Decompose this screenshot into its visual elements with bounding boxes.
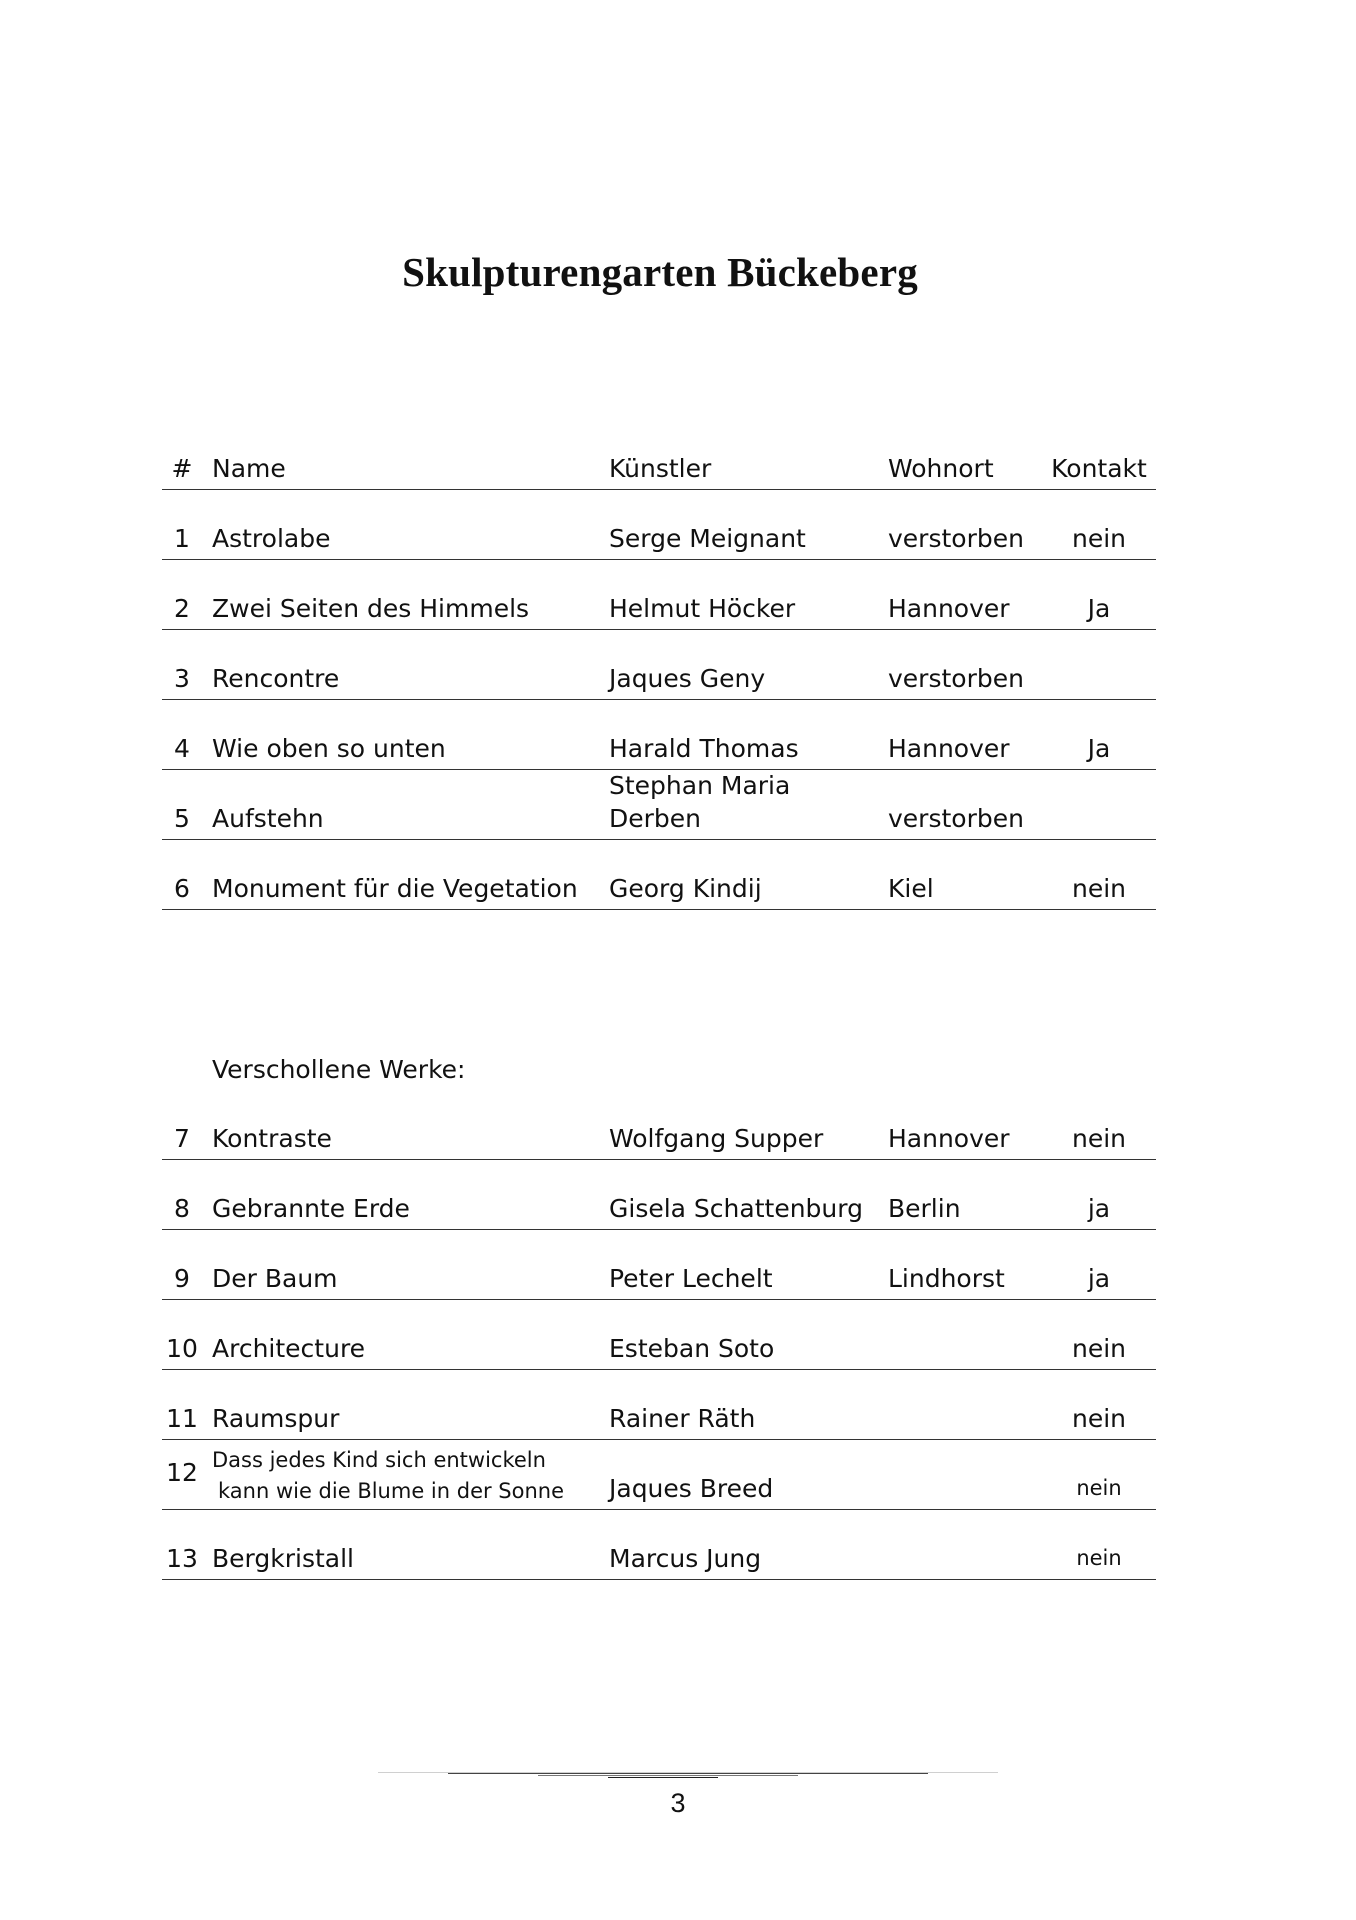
footer-line	[538, 1775, 798, 1776]
header-name: Name	[212, 454, 286, 483]
row-artist-line1: Stephan Maria	[609, 771, 791, 800]
row-name: Kontraste	[212, 1124, 332, 1153]
row-num: 10	[166, 1334, 198, 1363]
section-label-lost-works: Verschollene Werke:	[212, 1055, 466, 1084]
row-city: Hannover	[888, 734, 1010, 763]
row-artist: Jaques Geny	[609, 664, 766, 693]
table-row	[162, 700, 1156, 770]
row-artist: Helmut Höcker	[609, 594, 796, 623]
row-name: Gebrannte Erde	[212, 1194, 410, 1223]
row-num: 7	[174, 1124, 190, 1153]
row-num: 13	[166, 1544, 198, 1573]
table-row	[162, 1160, 1156, 1230]
row-contact: ja	[1087, 1194, 1111, 1223]
row-name-line2: kann wie die Blume in der Sonne	[218, 1479, 565, 1503]
row-name: Architecture	[212, 1334, 366, 1363]
table-row	[162, 1510, 1156, 1580]
header-artist: Künstler	[609, 454, 712, 483]
table-row	[162, 1440, 1156, 1510]
row-contact: nein	[1076, 1546, 1122, 1570]
lost-works-table	[162, 1090, 1156, 1580]
row-city: Hannover	[888, 594, 1010, 623]
table-row	[162, 840, 1156, 910]
row-num: 8	[174, 1194, 190, 1223]
header-city: Wohnort	[888, 454, 994, 483]
row-name: Astrolabe	[212, 524, 331, 553]
row-contact: Ja	[1087, 734, 1111, 763]
row-name: Rencontre	[212, 664, 340, 693]
row-name: Raumspur	[212, 1404, 340, 1433]
row-city: verstorben	[888, 804, 1024, 833]
footer-line	[448, 1773, 928, 1774]
row-contact: nein	[1071, 1404, 1127, 1433]
row-name: Monument für die Vegetation	[212, 874, 578, 903]
page-title: Skulpturengarten Bückeberg	[402, 249, 918, 295]
row-name: Zwei Seiten des Himmels	[212, 594, 530, 623]
sculpture-table	[162, 420, 1156, 910]
row-contact: nein	[1071, 1334, 1127, 1363]
footer-line	[608, 1777, 718, 1778]
row-name: Bergkristall	[212, 1544, 354, 1573]
row-name	[212, 1445, 564, 1507]
table-row	[162, 1090, 1156, 1160]
row-artist: Peter Lechelt	[609, 1264, 773, 1293]
row-artist: Rainer Räth	[609, 1404, 756, 1433]
row-num: 2	[174, 594, 190, 623]
row-city: Kiel	[888, 874, 934, 903]
table-row	[162, 1300, 1156, 1370]
row-name: Wie oben so unten	[212, 734, 446, 763]
row-artist: Harald Thomas	[609, 734, 799, 763]
table-header-row	[162, 420, 1156, 490]
row-num: 5	[174, 804, 190, 833]
table-row	[162, 770, 1156, 840]
row-city: Hannover	[888, 1124, 1010, 1153]
row-artist: Esteban Soto	[609, 1334, 775, 1363]
row-name: Aufstehn	[212, 804, 324, 833]
table-row	[162, 1370, 1156, 1440]
row-artist: Gisela Schattenburg	[609, 1194, 863, 1223]
row-artist	[609, 769, 790, 835]
footer-divider	[378, 1772, 998, 1782]
row-city: verstorben	[888, 664, 1024, 693]
row-artist-line2: Derben	[609, 804, 702, 833]
row-name: Der Baum	[212, 1264, 338, 1293]
row-city: verstorben	[888, 524, 1024, 553]
row-artist: Jaques Breed	[609, 1474, 774, 1503]
row-contact: nein	[1071, 874, 1127, 903]
row-artist: Serge Meignant	[609, 524, 806, 553]
row-num: 11	[166, 1404, 198, 1433]
row-name-line1: Dass jedes Kind sich entwickeln	[212, 1448, 546, 1472]
row-artist: Georg Kindij	[609, 874, 762, 903]
table-row	[162, 490, 1156, 560]
row-num: 3	[174, 664, 190, 693]
row-contact: nein	[1071, 1124, 1127, 1153]
row-artist: Marcus Jung	[609, 1544, 762, 1573]
page-number: 3	[670, 1788, 686, 1818]
table-row	[162, 560, 1156, 630]
row-num: 9	[174, 1264, 190, 1293]
table-row	[162, 630, 1156, 700]
row-contact: ja	[1087, 1264, 1111, 1293]
row-contact: nein	[1076, 1476, 1122, 1500]
row-contact: Ja	[1087, 594, 1111, 623]
row-num: 4	[174, 734, 190, 763]
row-num: 12	[166, 1458, 198, 1487]
table-row	[162, 1230, 1156, 1300]
row-num: 6	[174, 874, 190, 903]
header-num: #	[171, 454, 193, 483]
header-contact: Kontakt	[1051, 454, 1147, 483]
row-contact: nein	[1071, 524, 1127, 553]
row-city: Lindhorst	[888, 1264, 1005, 1293]
row-num: 1	[174, 524, 190, 553]
row-artist: Wolfgang Supper	[609, 1124, 824, 1153]
row-city: Berlin	[888, 1194, 961, 1223]
